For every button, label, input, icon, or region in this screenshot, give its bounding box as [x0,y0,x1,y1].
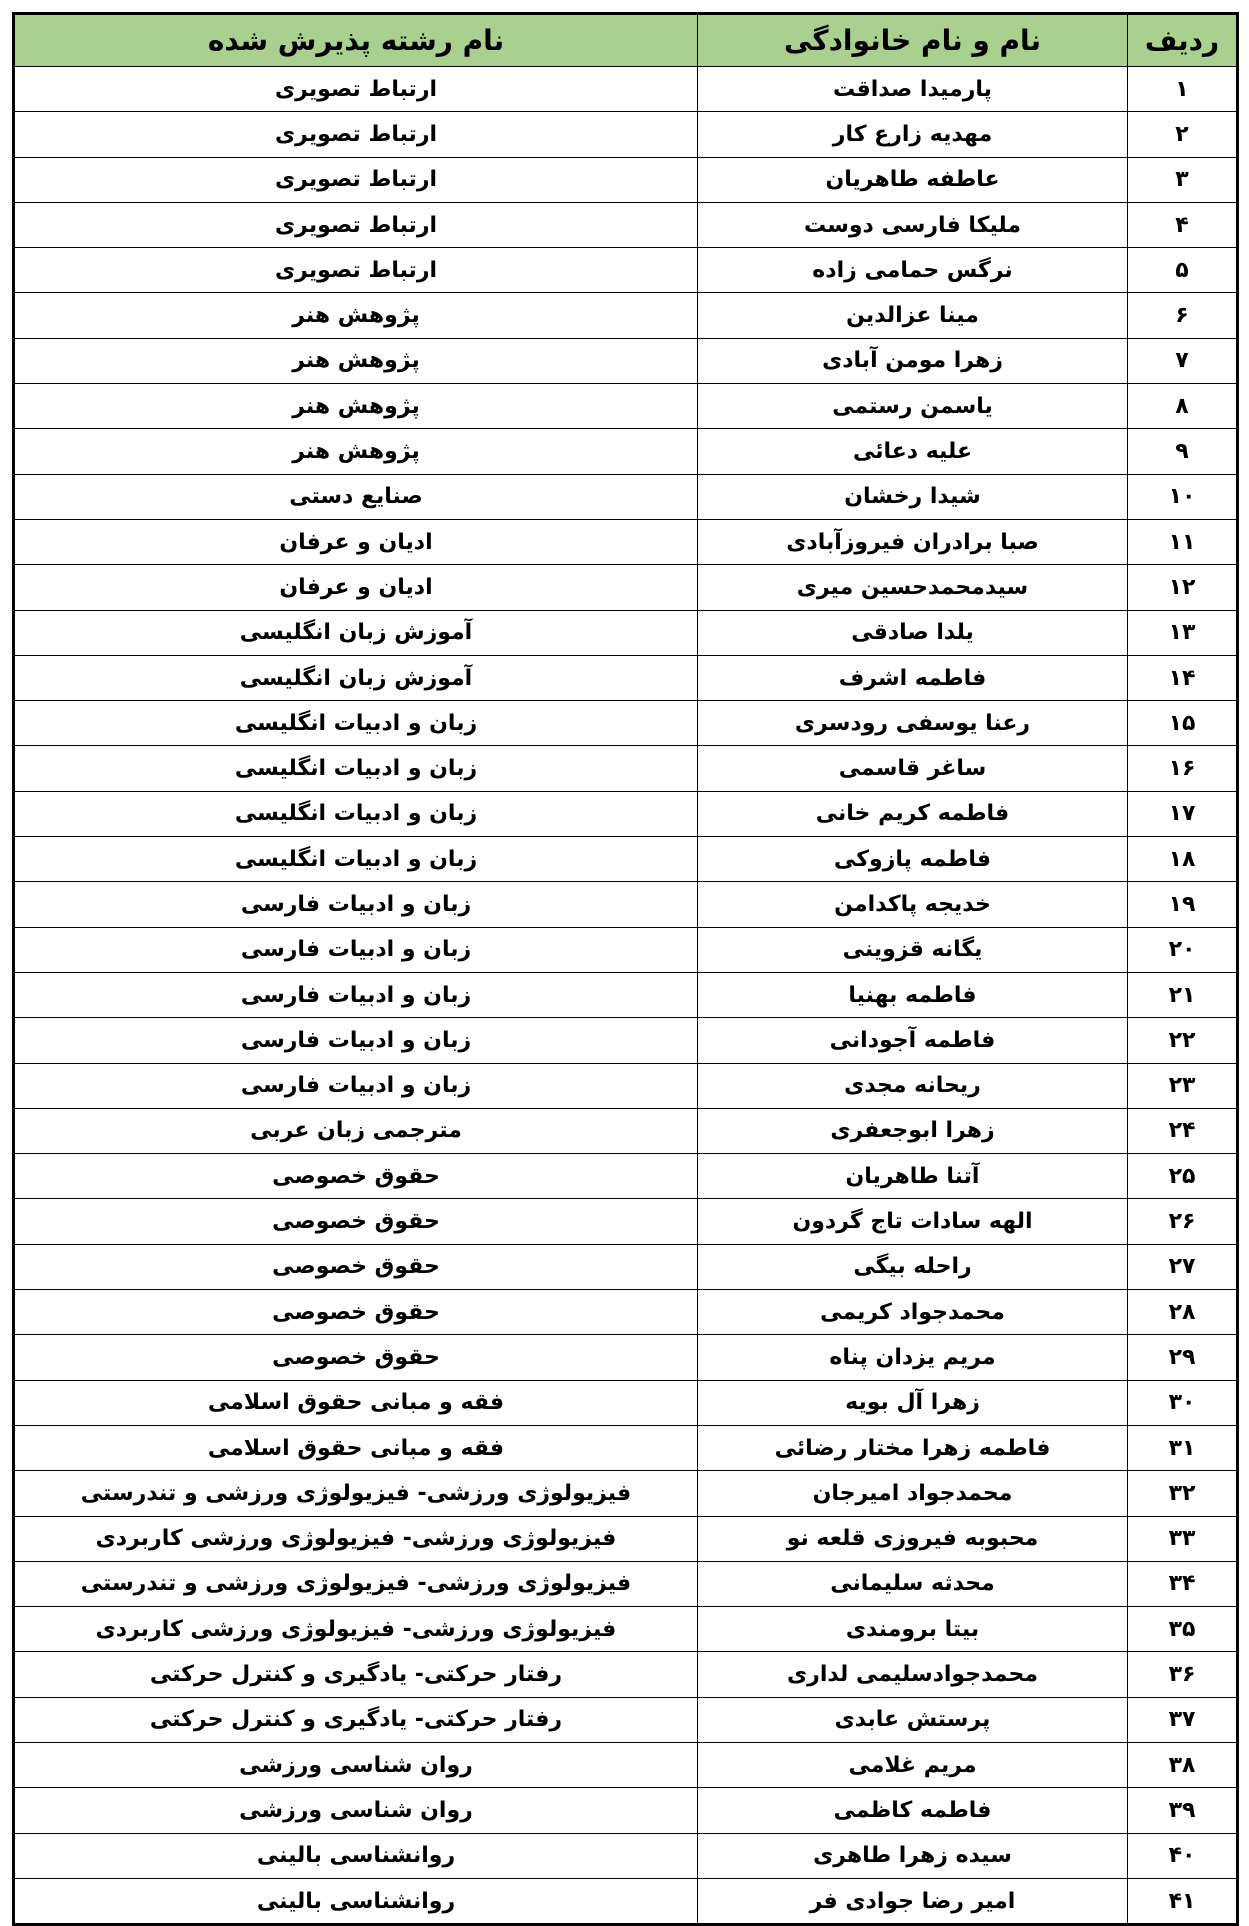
student-name: شیدا رخشان [698,474,1128,519]
admitted-field: زبان و ادبیات فارسی [14,972,698,1017]
student-name: محمدجواد امیرجان [698,1471,1128,1516]
row-index: ۱ [1128,67,1238,112]
table-row [14,882,1238,927]
table-row [14,384,1238,429]
admitted-field: ارتباط تصویری [14,67,698,112]
admitted-students-table [12,12,1239,1926]
row-index: ۶ [1128,293,1238,338]
admitted-field: پژوهش هنر [14,293,698,338]
student-name: ساغر قاسمی [698,746,1128,791]
student-name: بیتا برومندی [698,1607,1128,1652]
student-name: محمدجواد کریمی [698,1290,1128,1335]
table-row [14,157,1238,202]
admitted-field: رفتار حرکتی- یادگیری و کنترل حرکتی [14,1652,698,1697]
admitted-field: فیزیولوژی ورزشی- فیزیولوژی ورزشی کاربردی [14,1516,698,1561]
student-name: زهرا ابوجعفری [698,1108,1128,1153]
table-row [14,1878,1238,1924]
table-row [14,202,1238,247]
student-name: یگانه قزوینی [698,927,1128,972]
table-row [14,293,1238,338]
row-index: ۴۰ [1128,1833,1238,1878]
row-index: ۲ [1128,112,1238,157]
table-body [14,67,1238,1925]
admitted-field: فقه و مبانی حقوق اسلامی [14,1380,698,1425]
row-index: ۱۷ [1128,791,1238,836]
header-field: نام رشته پذیرش شده [14,14,698,67]
admitted-field: زبان و ادبیات فارسی [14,927,698,972]
row-index: ۳۵ [1128,1607,1238,1652]
student-name: الهه سادات تاج گردون [698,1199,1128,1244]
student-name: صبا برادران فیروزآبادی [698,519,1128,564]
admitted-field: آموزش زبان انگلیسی [14,610,698,655]
table-row [14,1788,1238,1833]
table-row [14,1199,1238,1244]
student-name: فاطمه کریم خانی [698,791,1128,836]
table-row [14,972,1238,1017]
table-row [14,1018,1238,1063]
row-index: ۱۶ [1128,746,1238,791]
admitted-field: زبان و ادبیات انگلیسی [14,746,698,791]
row-index: ۲۵ [1128,1154,1238,1199]
admitted-field: ارتباط تصویری [14,112,698,157]
admitted-field: ارتباط تصویری [14,248,698,293]
header-index: ردیف [1128,14,1238,67]
row-index: ۳۲ [1128,1471,1238,1516]
table-row [14,1380,1238,1425]
admitted-field: حقوق خصوصی [14,1244,698,1289]
admission-list-sheet [12,12,1236,1914]
table-row [14,1290,1238,1335]
table-row [14,1063,1238,1108]
student-name: زهرا آل بویه [698,1380,1128,1425]
admitted-field: روانشناسی بالینی [14,1833,698,1878]
student-name: فاطمه کاظمی [698,1788,1128,1833]
row-index: ۲۱ [1128,972,1238,1017]
admitted-field: فقه و مبانی حقوق اسلامی [14,1425,698,1470]
table-row [14,474,1238,519]
student-name: پرستش عابدی [698,1697,1128,1742]
table-row [14,1652,1238,1697]
table-row [14,112,1238,157]
table-row [14,1697,1238,1742]
student-name: سیدمحمدحسین میری [698,565,1128,610]
row-index: ۸ [1128,384,1238,429]
row-index: ۴۱ [1128,1878,1238,1924]
admitted-field: روان شناسی ورزشی [14,1742,698,1787]
row-index: ۳۸ [1128,1742,1238,1787]
admitted-field: فیزیولوژی ورزشی- فیزیولوژی ورزشی کاربردی [14,1607,698,1652]
table-row [14,655,1238,700]
student-name: مریم یزدان پناه [698,1335,1128,1380]
row-index: ۱۱ [1128,519,1238,564]
admitted-field: حقوق خصوصی [14,1290,698,1335]
student-name: خدیجه پاکدامن [698,882,1128,927]
row-index: ۳۴ [1128,1561,1238,1606]
admitted-field: حقوق خصوصی [14,1154,698,1199]
row-index: ۱۰ [1128,474,1238,519]
admitted-field: حقوق خصوصی [14,1335,698,1380]
header-name: نام و نام خانوادگی [698,14,1128,67]
table-row [14,746,1238,791]
admitted-field: زبان و ادبیات انگلیسی [14,837,698,882]
row-index: ۱۵ [1128,701,1238,746]
admitted-field: فیزیولوژی ورزشی- فیزیولوژی ورزشی و تندرستی [14,1561,698,1606]
row-index: ۱۴ [1128,655,1238,700]
row-index: ۳۳ [1128,1516,1238,1561]
row-index: ۳۶ [1128,1652,1238,1697]
row-index: ۱۸ [1128,837,1238,882]
table-row [14,1335,1238,1380]
student-name: یاسمن رستمی [698,384,1128,429]
student-name: پارمیدا صداقت [698,67,1128,112]
admitted-field: صنایع دستی [14,474,698,519]
row-index: ۲۷ [1128,1244,1238,1289]
row-index: ۲۸ [1128,1290,1238,1335]
admitted-field: روان شناسی ورزشی [14,1788,698,1833]
admitted-field: رفتار حرکتی- یادگیری و کنترل حرکتی [14,1697,698,1742]
row-index: ۲۳ [1128,1063,1238,1108]
table-row [14,1425,1238,1470]
student-name: ریحانه مجدی [698,1063,1128,1108]
row-index: ۱۹ [1128,882,1238,927]
student-name: امیر رضا جوادی فر [698,1878,1128,1924]
table-row [14,1742,1238,1787]
table-row [14,67,1238,112]
student-name: محمدجوادسلیمی لداری [698,1652,1128,1697]
admitted-field: مترجمی زبان عربی [14,1108,698,1153]
table-header [14,14,1238,67]
table-row [14,837,1238,882]
row-index: ۲۹ [1128,1335,1238,1380]
row-index: ۲۲ [1128,1018,1238,1063]
row-index: ۷ [1128,338,1238,383]
admitted-field: آموزش زبان انگلیسی [14,655,698,700]
student-name: یلدا صادقی [698,610,1128,655]
student-name: زهرا مومن آبادی [698,338,1128,383]
student-name: فاطمه پازوکی [698,837,1128,882]
student-name: نرگس حمامی زاده [698,248,1128,293]
student-name: سیده زهرا طاهری [698,1833,1128,1878]
table-row [14,927,1238,972]
row-index: ۲۰ [1128,927,1238,972]
row-index: ۳۱ [1128,1425,1238,1470]
row-index: ۹ [1128,429,1238,474]
student-name: فاطمه زهرا مختار رضائی [698,1425,1128,1470]
admitted-field: ارتباط تصویری [14,202,698,247]
table-row [14,1561,1238,1606]
student-name: مریم غلامی [698,1742,1128,1787]
table-row [14,519,1238,564]
admitted-field: زبان و ادبیات فارسی [14,882,698,927]
student-name: فاطمه بهنیا [698,972,1128,1017]
student-name: فاطمه اشرف [698,655,1128,700]
admitted-field: ادیان و عرفان [14,565,698,610]
row-index: ۳۷ [1128,1697,1238,1742]
row-index: ۲۴ [1128,1108,1238,1153]
admitted-field: ارتباط تصویری [14,157,698,202]
admitted-field: روانشناسی بالینی [14,1878,698,1924]
row-index: ۳ [1128,157,1238,202]
row-index: ۴ [1128,202,1238,247]
admitted-field: حقوق خصوصی [14,1199,698,1244]
table-row [14,338,1238,383]
row-index: ۱۳ [1128,610,1238,655]
table-row [14,701,1238,746]
admitted-field: زبان و ادبیات انگلیسی [14,791,698,836]
table-row [14,565,1238,610]
table-row [14,1607,1238,1652]
admitted-field: پژوهش هنر [14,384,698,429]
admitted-field: پژوهش هنر [14,429,698,474]
row-index: ۲۶ [1128,1199,1238,1244]
student-name: مهدیه زارع کار [698,112,1128,157]
student-name: ملیکا فارسی دوست [698,202,1128,247]
student-name: محبوبه فیروزی قلعه نو [698,1516,1128,1561]
table-row [14,610,1238,655]
table-row [14,1108,1238,1153]
table-row [14,1154,1238,1199]
table-row [14,791,1238,836]
student-name: عاطفه طاهریان [698,157,1128,202]
student-name: رعنا یوسفی رودسری [698,701,1128,746]
table-row [14,1833,1238,1878]
table-row [14,1244,1238,1289]
row-index: ۳۹ [1128,1788,1238,1833]
row-index: ۵ [1128,248,1238,293]
row-index: ۳۰ [1128,1380,1238,1425]
admitted-field: زبان و ادبیات انگلیسی [14,701,698,746]
student-name: راحله بیگی [698,1244,1128,1289]
table-row [14,1516,1238,1561]
admitted-field: پژوهش هنر [14,338,698,383]
table-row [14,1471,1238,1516]
student-name: آتنا طاهریان [698,1154,1128,1199]
admitted-field: زبان و ادبیات فارسی [14,1063,698,1108]
student-name: علیه دعائی [698,429,1128,474]
student-name: محدثه سلیمانی [698,1561,1128,1606]
table-row [14,429,1238,474]
student-name: مینا عزالدین [698,293,1128,338]
admitted-field: ادیان و عرفان [14,519,698,564]
student-name: فاطمه آجودانی [698,1018,1128,1063]
admitted-field: فیزیولوژی ورزشی- فیزیولوژی ورزشی و تندرستی [14,1471,698,1516]
admitted-field: زبان و ادبیات فارسی [14,1018,698,1063]
header-row [14,14,1238,67]
row-index: ۱۲ [1128,565,1238,610]
table-row [14,248,1238,293]
